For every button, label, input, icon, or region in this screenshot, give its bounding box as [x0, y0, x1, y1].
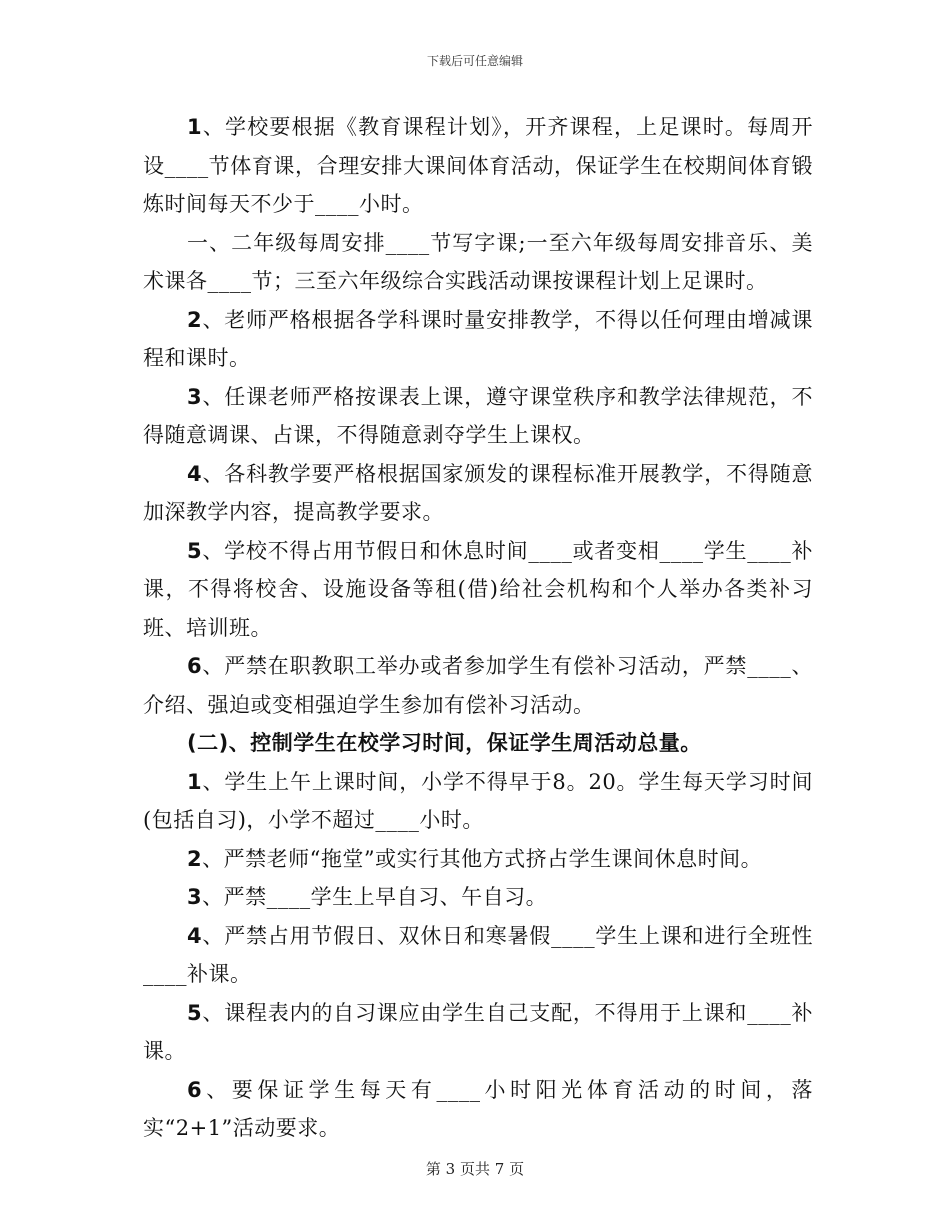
paragraph-text: 、任课老师严格按课表上课，遵守课堂秩序和教学法律规范，不得随意调课、占课，不得随意剥夺学生上课权。 [143, 384, 813, 447]
paragraph-text: 、严禁占用节假日、双休日和寒暑假____学生上课和进行全班性____补课。 [143, 923, 813, 986]
paragraph-10 [143, 840, 813, 879]
item-number: 3 [187, 384, 203, 409]
paragraph-text: 、各科教学要严格根据国家颁发的课程标准开展教学，不得随意加深教学内容，提高教学要求。 [143, 461, 813, 524]
paragraph-7 [143, 647, 813, 724]
paragraph-2 [143, 224, 813, 301]
paragraph-9 [143, 763, 813, 840]
item-number: 1 [187, 115, 203, 139]
item-number: 6 [187, 654, 203, 678]
paragraph-text: 一、二年级每周安排____节写字课;一至六年级每周安排音乐、美术课各____节；三至六年级综合实践活动课按课程计划上足课时。 [143, 230, 813, 293]
paragraph-text: 、老师严格根据各学科课时量安排教学，不得以任何理由增减课程和课时。 [143, 307, 813, 370]
item-number: 6 [187, 1077, 203, 1102]
paragraph-text: 、要保证学生每天有____小时阳光体育活动的时间，落实“2+1”活动要求。 [143, 1077, 813, 1140]
item-number: 3 [187, 885, 203, 909]
paragraph-text: 、课程表内的自习课应由学生自己支配，不得用于上课和____补课。 [143, 1000, 813, 1063]
paragraph-text: 、严禁____学生上早自习、午自习。 [202, 885, 548, 909]
paragraph-1 [143, 108, 813, 224]
paragraph-13 [143, 994, 813, 1071]
item-number: 5 [187, 1000, 203, 1025]
paragraph-14 [143, 1071, 813, 1148]
paragraph-11 [143, 878, 813, 917]
heading-text: (二)、控制学生在校学习时间，保证学生周活动总量。 [187, 731, 702, 755]
paragraph-text: 、学校不得占用节假日和休息时间____或者变相____学生____补课，不得将校舍、设施设备等租(借)给社会机构和个人举办各类补习班、培训班。 [143, 538, 813, 640]
paragraph-12 [143, 917, 813, 994]
section-heading [143, 724, 813, 763]
paragraph-3 [143, 301, 813, 378]
paragraph-4 [143, 378, 813, 455]
paragraph-text: 、学生上午上课时间，小学不得早于8。20。学生每天学习时间(包括自习)，小学不超过____小时。 [143, 769, 813, 832]
page-header: 下载后可任意编辑 [426, 54, 523, 68]
item-number: 5 [187, 538, 203, 563]
page-footer: 第 3 页共 7 页 [425, 1160, 525, 1178]
item-number: 1 [187, 769, 203, 794]
paragraph-text: 、严禁老师“拖堂”或实行其他方式挤占学生课间休息时间。 [202, 846, 763, 871]
paragraph-6 [143, 532, 813, 648]
item-number: 2 [187, 307, 203, 332]
document-body [143, 108, 813, 1148]
item-number: 2 [187, 846, 203, 871]
item-number: 4 [187, 461, 203, 486]
item-number: 4 [187, 923, 203, 948]
paragraph-5 [143, 455, 813, 532]
paragraph-text: 、学校要根据《教育课程计划》，开齐课程，上足课时。每周开设____节体育课，合理安排大课间体育活动，保证学生在校期间体育锻炼时间每天不少于____小时。 [143, 115, 813, 216]
paragraph-text: 、严禁在职教职工举办或者参加学生有偿补习活动，严禁____、介绍、强迫或变相强迫学生参加有偿补习活动。 [143, 654, 813, 717]
